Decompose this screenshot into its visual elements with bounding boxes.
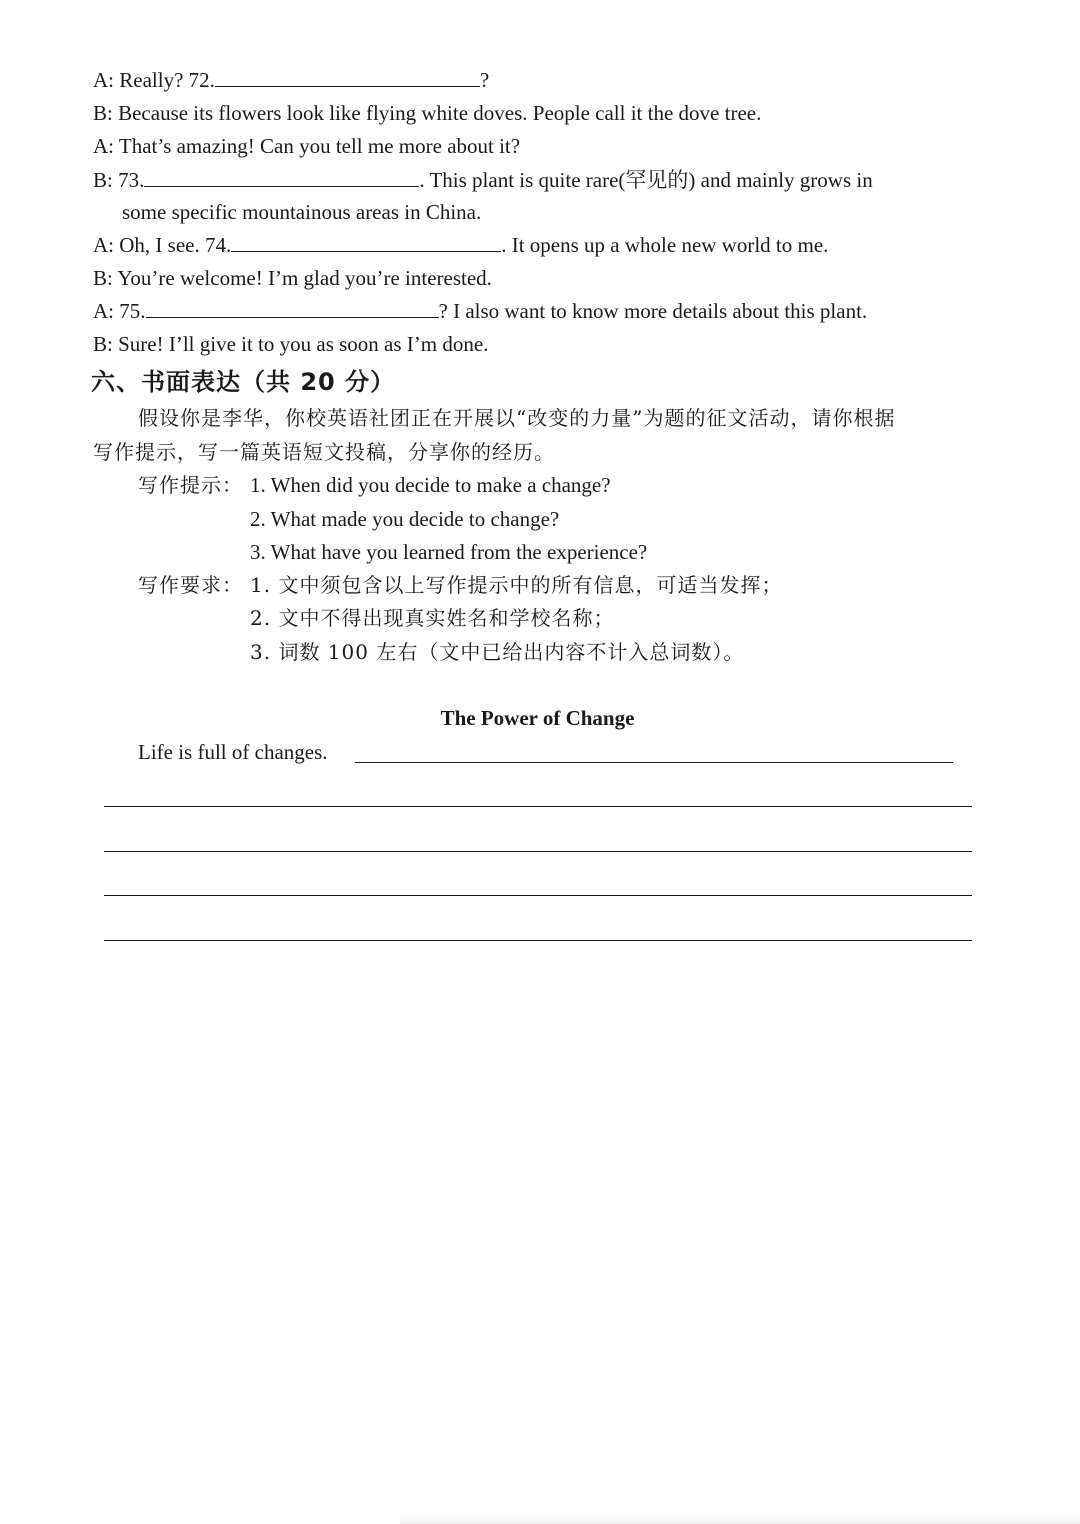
- answer-blank-75[interactable]: [146, 297, 439, 318]
- requirement-item: 2. 文中不得出现真实姓名和学校名称；: [250, 606, 615, 630]
- answer-blank-72[interactable]: [215, 66, 480, 87]
- requirements-label: 写作要求：: [138, 573, 243, 597]
- answer-blank-74[interactable]: [231, 231, 501, 252]
- dialogue-text: That’s amazing! Can you tell me more about it?: [118, 134, 521, 158]
- dialogue-text: . This plant is quite rare(罕见的) and mainly grows in: [419, 168, 873, 192]
- dialogue-text: 75.: [119, 299, 146, 323]
- writing-line[interactable]: [355, 762, 953, 763]
- writing-line[interactable]: [104, 851, 972, 852]
- dialogue-line-72: [93, 66, 489, 94]
- dialogue-line: [93, 264, 492, 292]
- speaker-label: B:: [93, 332, 113, 356]
- requirement-item: 1. 文中须包含以上写作提示中的所有信息，可适当发挥；: [250, 573, 783, 597]
- dialogue-text: Really? 72.: [119, 68, 215, 92]
- essay-opening: [138, 738, 328, 766]
- dialogue-line-74: [93, 231, 828, 259]
- dialogue-continuation: some specific mountainous areas in China.: [122, 200, 482, 224]
- dialogue-line-75: [93, 297, 867, 325]
- requirement-item: 3. 词数 100 左右（文中已给出内容不计入总词数）。: [250, 640, 745, 664]
- speaker-label: A:: [93, 134, 114, 158]
- dialogue-text: . It opens up a whole new world to me.: [501, 233, 829, 257]
- writing-line[interactable]: [104, 806, 972, 807]
- hint-item: 2. What made you decide to change?: [250, 507, 560, 531]
- dialogue-line: [93, 132, 520, 160]
- page-edge-shadow: [400, 1514, 1080, 1524]
- prompt-text: 写作提示，写一篇英语短文投稿，分享你的经历。: [93, 440, 555, 464]
- hint-item: 3. What have you learned from the experience?: [250, 540, 648, 564]
- dialogue-text: ?: [479, 68, 490, 92]
- speaker-label: A:: [93, 68, 114, 92]
- writing-line[interactable]: [104, 940, 972, 941]
- prompt-text: 假设你是李华，你校英语社团正在开展以“改变的力量”为题的征文活动，请你根据: [138, 406, 896, 430]
- essay-title: The Power of Change: [440, 706, 635, 730]
- dialogue-text: Sure! I’ll give it to you as soon as I’m done.: [118, 332, 489, 356]
- dialogue-line: [93, 99, 761, 127]
- dialogue-line-73: [93, 166, 873, 194]
- dialogue-text: You’re welcome! I’m glad you’re interested.: [117, 266, 492, 290]
- hints-label: 写作提示：: [138, 473, 243, 497]
- section-heading: 六、书面表达（共 20 分）: [91, 368, 396, 396]
- speaker-label: A:: [93, 299, 114, 323]
- speaker-label: A:: [93, 233, 114, 257]
- dialogue-line: [93, 330, 488, 358]
- dialogue-text: 73.: [118, 168, 145, 192]
- hint-item: 1. When did you decide to make a change?: [250, 473, 611, 497]
- dialogue-text: ? I also want to know more details about this plant.: [438, 299, 868, 323]
- speaker-label: B:: [93, 168, 113, 192]
- dialogue-text: Oh, I see. 74.: [119, 233, 232, 257]
- dialogue-text: Because its flowers look like flying white doves. People call it the dove tree.: [118, 101, 762, 125]
- speaker-label: B:: [93, 266, 113, 290]
- answer-blank-73[interactable]: [144, 166, 419, 187]
- essay-opening-text: Life is full of changes.: [138, 740, 328, 764]
- speaker-label: B:: [93, 101, 113, 125]
- writing-line[interactable]: [104, 895, 972, 896]
